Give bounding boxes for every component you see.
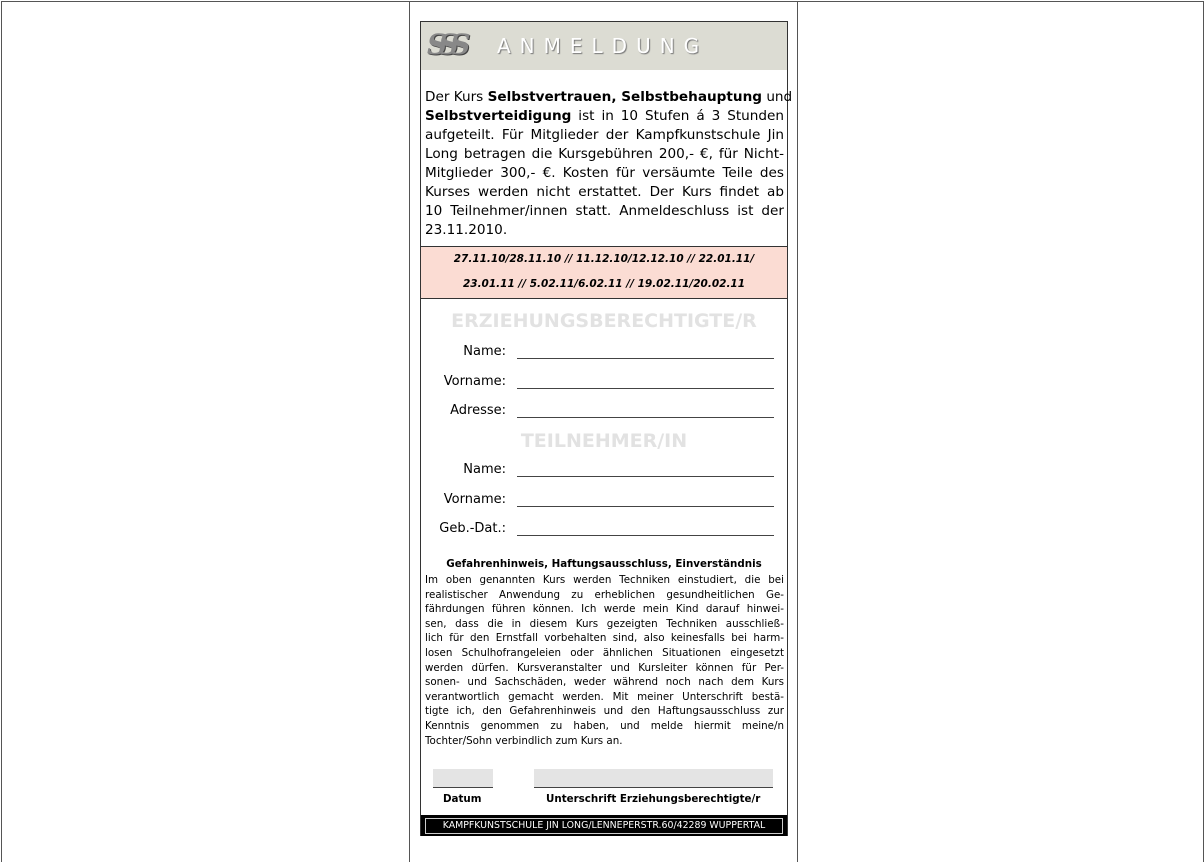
participant-name-field[interactable] [517, 476, 774, 477]
guardian-address-row [421, 403, 787, 423]
sss-logo: SSS [427, 28, 463, 61]
text: aufgeteilt. Für Mitglieder der Kampfkunstschule Jin [425, 127, 784, 143]
participant-firstname-field[interactable] [517, 506, 774, 507]
field-label: Vorname: [443, 492, 506, 507]
disclaimer-line: verantwortlich gemacht werden. Mit meiner Unterschrift bestä- [425, 690, 784, 703]
text: 10 Teilnehmer/innen statt. Anmeldeschluss ist der [425, 203, 784, 219]
bold-text: Selbstverteidigung [425, 108, 572, 124]
disclaimer-text [425, 573, 784, 748]
signature-field[interactable] [534, 769, 773, 788]
disclaimer-line: lich für den Ernstfall vorbehalten sind, also keinesfalls bei harm- [425, 632, 784, 645]
disclaimer-line: Im oben genannten Kurs werden Techniken einstudiert, die bei [425, 574, 784, 586]
bold-text: Selbstvertrauen, Selbstbehauptung [487, 89, 762, 105]
registration-form [420, 21, 793, 836]
intro-line [425, 107, 784, 126]
field-label: Name: [463, 462, 506, 477]
right-column [797, 1, 1204, 862]
guardian-firstname-field[interactable] [517, 388, 774, 389]
text: Long betragen die Kursgebühren 200,- €, für Nicht- [425, 146, 784, 162]
intro-line [425, 145, 784, 164]
intro-line [425, 164, 784, 183]
dates-line: 23.01.11 // 5.02.11/6.02.11 // 19.02.11/20.02.11 [462, 278, 746, 290]
text: Kurses werden nicht erstattet. Der Kurs findet ab [425, 184, 784, 200]
participant-name-row [421, 462, 787, 482]
field-label: Name: [463, 344, 506, 359]
course-dates [421, 246, 787, 299]
text: ist in 10 Stufen á 3 Stunden [571, 108, 784, 124]
participant-heading: TEILNEHMER/IN [520, 430, 688, 452]
text: Der Kurs [425, 89, 488, 105]
disclaimer-line: sen, dass die in diesem Kurs gezeigten Techniken ausschließ- [425, 617, 784, 630]
intro-line [425, 202, 784, 221]
guardian-name-row [421, 344, 787, 364]
intro-line [425, 88, 793, 107]
form-title: ANMELDUNG [497, 34, 709, 58]
date-label: Datum [443, 793, 482, 805]
left-column [1, 1, 410, 862]
dates-line: 27.11.10/28.11.10 // 11.12.10/12.12.10 // 22.01.11/ [453, 253, 755, 265]
disclaimer-line: sonen- und Sachschäden, weder während noch nach dem Kurs [425, 676, 784, 689]
disclaimer-heading: Gefahrenhinweis, Haftungsausschluss, Einverständnis [446, 558, 762, 570]
intro-text [425, 88, 793, 240]
disclaimer-line: losen Schulhofrangeleien oder ähnlichen Situationen eingesetzt [425, 646, 784, 659]
date-field[interactable] [433, 769, 493, 788]
field-label: Vorname: [443, 374, 506, 389]
field-label: Geb.-Dat.: [439, 521, 506, 536]
form-header [421, 22, 787, 70]
intro-line [425, 221, 784, 240]
guardian-name-field[interactable] [517, 358, 774, 359]
footer-text: KAMPFKUNSTSCHULE JIN LONG/LENNEPERSTR.60/42289 WUPPERTAL [425, 818, 783, 834]
disclaimer-line: realistischer Anwendung zu erheblichen gesundheitlichen Ge- [425, 588, 784, 601]
text: und [762, 89, 793, 105]
intro-line [425, 126, 784, 145]
guardian-heading: ERZIEHUNGSBERECHTIGTE/R [451, 310, 757, 332]
disclaimer-line: werden dürfen. Kursveranstalter und Kursleiter können für Per- [425, 661, 784, 674]
intro-line [425, 183, 784, 202]
disclaimer-line: tigte ich, den Gefahrenhinweis und den Haftungsausschluss zur [425, 705, 784, 718]
text: Mitglieder 300,- €. Kosten für versäumte Teile des [425, 165, 784, 181]
participant-birthdate-row [421, 521, 787, 541]
participant-firstname-row [421, 492, 787, 512]
guardian-address-field[interactable] [517, 417, 774, 418]
footer-address [421, 815, 787, 836]
disclaimer-line: fährdungen führen können. Ich werde mein Kind darauf hinwei- [425, 603, 784, 616]
participant-birthdate-field[interactable] [517, 535, 774, 536]
signature-label: Unterschrift Erziehungsberechtigte/r [546, 793, 761, 805]
disclaimer-line: Tochter/Sohn verbindlich zum Kurs an. [425, 734, 623, 747]
guardian-firstname-row [421, 374, 787, 394]
field-label: Adresse: [450, 403, 506, 418]
text: 23.11.2010. [425, 222, 508, 238]
disclaimer-line: Kenntnis genommen zu haben, und melde hiermit meine/n [425, 719, 784, 732]
